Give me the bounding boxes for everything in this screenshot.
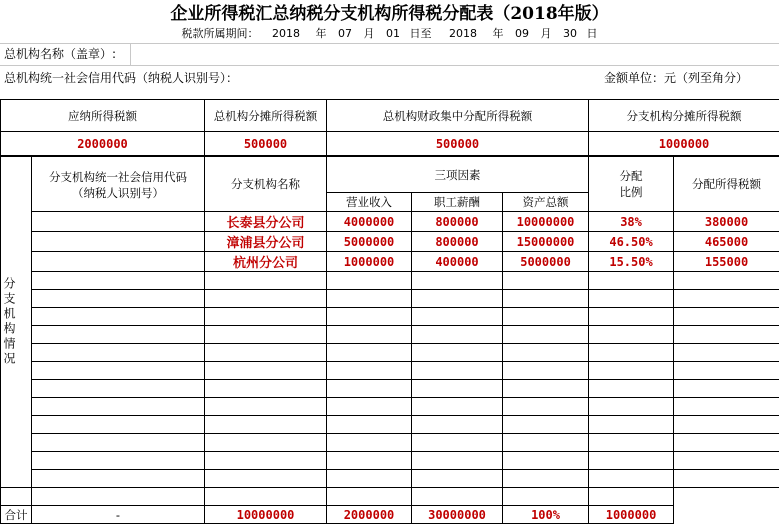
empty-cell[interactable] — [327, 380, 412, 398]
period-month-unit: 月 — [364, 26, 375, 42]
section-label: 分支机构情况 — [1, 277, 18, 367]
period-to-day[interactable]: 30 — [563, 26, 577, 42]
salary-cell[interactable]: 400000 — [412, 252, 503, 272]
header-revenue: 营业收入 — [327, 193, 412, 212]
value-central-allocation[interactable]: 500000 — [327, 132, 589, 156]
total-label: 合计 — [1, 506, 32, 524]
empty-cell[interactable] — [32, 488, 205, 506]
empty-cell[interactable] — [589, 272, 674, 290]
empty-cell[interactable] — [589, 470, 674, 488]
empty-cell[interactable] — [412, 398, 503, 416]
empty-cell[interactable] — [32, 326, 205, 344]
empty-cell[interactable] — [412, 452, 503, 470]
value-branch-share[interactable]: 1000000 — [589, 132, 779, 156]
empty-cell[interactable] — [503, 290, 589, 308]
empty-cell[interactable] — [32, 380, 205, 398]
empty-cell[interactable] — [412, 362, 503, 380]
form-title: 企业所得税汇总纳税分支机构所得税分配表（2018年版） — [0, 3, 779, 25]
header-salary: 职工薪酬 — [412, 193, 503, 212]
empty-cell[interactable] — [674, 452, 779, 470]
tax-cell[interactable]: 465000 — [674, 232, 779, 252]
empty-cell[interactable] — [205, 380, 327, 398]
empty-cell[interactable] — [327, 470, 412, 488]
assets-cell[interactable]: 5000000 — [503, 252, 589, 272]
tax-period — [0, 26, 779, 42]
empty-cell[interactable] — [1, 488, 32, 506]
total-ratio[interactable]: 100% — [503, 506, 589, 524]
empty-cell[interactable] — [589, 362, 674, 380]
empty-cell[interactable] — [32, 470, 205, 488]
hq-name-label: 总机构名称（盖章）: — [4, 46, 116, 62]
value-hq-share[interactable]: 500000 — [205, 132, 327, 156]
table-row — [1, 326, 779, 344]
empty-cell[interactable] — [412, 434, 503, 452]
empty-cell[interactable] — [32, 272, 205, 290]
empty-cell[interactable] — [205, 308, 327, 326]
period-from-month[interactable]: 07 — [338, 26, 352, 42]
empty-cell[interactable] — [674, 470, 779, 488]
branch-code-cell[interactable] — [32, 212, 205, 232]
tax-cell[interactable]: 380000 — [674, 212, 779, 232]
section-label-cell — [1, 157, 32, 488]
empty-cell[interactable] — [674, 416, 779, 434]
empty-cell[interactable] — [412, 272, 503, 290]
empty-cell[interactable] — [503, 452, 589, 470]
empty-cell[interactable] — [327, 398, 412, 416]
salary-cell[interactable]: 800000 — [412, 212, 503, 232]
empty-cell[interactable] — [327, 290, 412, 308]
assets-cell[interactable]: 15000000 — [503, 232, 589, 252]
period-label: 税款所属期间： — [182, 26, 259, 42]
empty-cell[interactable] — [205, 452, 327, 470]
ratio-cell[interactable]: 15.50% — [589, 252, 674, 272]
empty-cell[interactable] — [674, 362, 779, 380]
empty-cell[interactable] — [503, 470, 589, 488]
empty-cell[interactable] — [32, 344, 205, 362]
empty-cell[interactable] — [32, 398, 205, 416]
empty-cell[interactable] — [503, 434, 589, 452]
empty-cell[interactable] — [674, 326, 779, 344]
empty-cell[interactable] — [205, 272, 327, 290]
table-row — [1, 308, 779, 326]
empty-cell[interactable] — [412, 380, 503, 398]
table-row — [1, 212, 779, 232]
empty-cell[interactable] — [205, 362, 327, 380]
table-row — [1, 416, 779, 434]
header-branch-code-line1: 分支机构统一社会信用代码 — [32, 169, 204, 185]
empty-cell[interactable] — [503, 488, 589, 506]
empty-cell[interactable] — [589, 380, 674, 398]
period-day-unit: 日 — [587, 26, 598, 42]
table-row — [1, 380, 779, 398]
empty-cell[interactable] — [32, 434, 205, 452]
table-row — [1, 290, 779, 308]
header-tax-payable: 应纳所得税额 — [1, 100, 205, 132]
empty-cell[interactable] — [205, 470, 327, 488]
period-to-month[interactable]: 09 — [515, 26, 529, 42]
empty-cell[interactable] — [412, 470, 503, 488]
empty-cell[interactable] — [32, 362, 205, 380]
empty-cell[interactable] — [589, 326, 674, 344]
empty-cell[interactable] — [327, 434, 412, 452]
branch-code-cell[interactable] — [32, 252, 205, 272]
header-assets: 资产总额 — [503, 193, 589, 212]
empty-cell[interactable] — [327, 488, 412, 506]
header-hq-share: 总机构分摊所得税额 — [205, 100, 327, 132]
summary-table — [0, 99, 779, 156]
empty-cell[interactable] — [32, 308, 205, 326]
empty-cell[interactable] — [503, 344, 589, 362]
revenue-cell[interactable]: 4000000 — [327, 212, 412, 232]
tax-cell[interactable]: 155000 — [674, 252, 779, 272]
total-name: - — [32, 506, 205, 524]
assets-cell[interactable]: 10000000 — [503, 212, 589, 232]
branch-name-cell[interactable]: 杭州分公司 — [205, 252, 327, 272]
empty-cell[interactable] — [327, 416, 412, 434]
empty-cell[interactable] — [412, 308, 503, 326]
table-row — [1, 252, 779, 272]
empty-cell[interactable] — [205, 434, 327, 452]
period-from-day[interactable]: 01 — [386, 26, 400, 42]
period-to-year[interactable]: 2018 — [449, 26, 477, 42]
total-tax[interactable]: 1000000 — [589, 506, 674, 524]
table-row — [1, 344, 779, 362]
empty-cell[interactable] — [205, 398, 327, 416]
empty-cell[interactable] — [589, 434, 674, 452]
empty-cell[interactable] — [674, 290, 779, 308]
empty-cell[interactable] — [674, 434, 779, 452]
empty-cell[interactable] — [503, 362, 589, 380]
ratio-cell[interactable]: 46.50% — [589, 232, 674, 252]
empty-cell[interactable] — [205, 290, 327, 308]
value-tax-payable[interactable]: 2000000 — [1, 132, 205, 156]
header-branch-code — [32, 157, 205, 212]
table-row — [1, 232, 779, 252]
empty-cell[interactable] — [205, 326, 327, 344]
header-three-factors: 三项因素 — [327, 157, 589, 193]
empty-cell[interactable] — [327, 308, 412, 326]
table-row — [1, 452, 779, 470]
empty-cell[interactable] — [327, 362, 412, 380]
empty-cell[interactable] — [674, 398, 779, 416]
header-branch-share: 分支机构分摊所得税额 — [589, 100, 779, 132]
empty-cell[interactable] — [503, 308, 589, 326]
empty-cell[interactable] — [674, 308, 779, 326]
empty-cell[interactable] — [205, 344, 327, 362]
empty-cell[interactable] — [674, 380, 779, 398]
empty-cell[interactable] — [327, 452, 412, 470]
period-from-year[interactable]: 2018 — [272, 26, 300, 42]
header-ratio — [589, 157, 674, 212]
empty-cell[interactable] — [327, 272, 412, 290]
header-ratio-line2: 比例 — [589, 184, 673, 200]
table-row — [1, 398, 779, 416]
period-year-unit: 年 — [493, 26, 504, 42]
empty-cell[interactable] — [674, 272, 779, 290]
empty-cell[interactable] — [589, 488, 674, 506]
empty-cell[interactable] — [503, 326, 589, 344]
revenue-cell[interactable]: 5000000 — [327, 232, 412, 252]
header-branch-name: 分支机构名称 — [205, 157, 327, 212]
period-year-unit: 年 — [316, 26, 327, 42]
empty-cell[interactable] — [503, 416, 589, 434]
table-row — [1, 488, 779, 506]
table-row — [1, 362, 779, 380]
branch-name-cell[interactable]: 长泰县分公司 — [205, 212, 327, 232]
total-salary[interactable]: 2000000 — [327, 506, 412, 524]
empty-cell[interactable] — [503, 398, 589, 416]
empty-cell[interactable] — [205, 416, 327, 434]
period-month-unit: 月 — [541, 26, 552, 42]
empty-cell[interactable] — [205, 488, 327, 506]
empty-cell[interactable] — [589, 308, 674, 326]
total-revenue[interactable]: 10000000 — [205, 506, 327, 524]
header-branch-code-line2: （纳税人识别号） — [32, 185, 204, 201]
empty-cell[interactable] — [327, 344, 412, 362]
empty-cell[interactable] — [589, 344, 674, 362]
header-ratio-line1: 分配 — [589, 168, 673, 184]
empty-cell[interactable] — [589, 398, 674, 416]
table-row — [1, 470, 779, 488]
header-allocated-tax: 分配所得税额 — [674, 157, 779, 212]
empty-cell[interactable] — [32, 452, 205, 470]
table-row — [1, 434, 779, 452]
table-row — [1, 272, 779, 290]
empty-cell[interactable] — [412, 326, 503, 344]
branch-name-cell[interactable]: 漳浦县分公司 — [205, 232, 327, 252]
empty-cell[interactable] — [32, 416, 205, 434]
empty-cell[interactable] — [412, 488, 503, 506]
branch-table — [0, 156, 779, 524]
empty-cell[interactable] — [32, 290, 205, 308]
empty-cell[interactable] — [503, 380, 589, 398]
empty-cell[interactable] — [589, 290, 674, 308]
hq-code-label: 总机构统一社会信用代码（纳税人识别号）： — [4, 70, 238, 86]
branch-code-cell[interactable] — [32, 232, 205, 252]
empty-cell[interactable] — [327, 326, 412, 344]
empty-cell[interactable] — [412, 416, 503, 434]
empty-cell[interactable] — [503, 272, 589, 290]
salary-cell[interactable]: 800000 — [412, 232, 503, 252]
period-day-unit: 日至 — [410, 26, 432, 42]
total-row — [1, 506, 779, 524]
empty-cell[interactable] — [412, 290, 503, 308]
empty-cell[interactable] — [412, 344, 503, 362]
empty-cell[interactable] — [589, 416, 674, 434]
empty-cell[interactable] — [589, 452, 674, 470]
header-central-allocation: 总机构财政集中分配所得税额 — [327, 100, 589, 132]
empty-cell[interactable] — [674, 344, 779, 362]
revenue-cell[interactable]: 1000000 — [327, 252, 412, 272]
total-assets[interactable]: 30000000 — [412, 506, 503, 524]
ratio-cell[interactable]: 38% — [589, 212, 674, 232]
amount-unit: 金额单位：元（列至角分） — [604, 70, 748, 86]
